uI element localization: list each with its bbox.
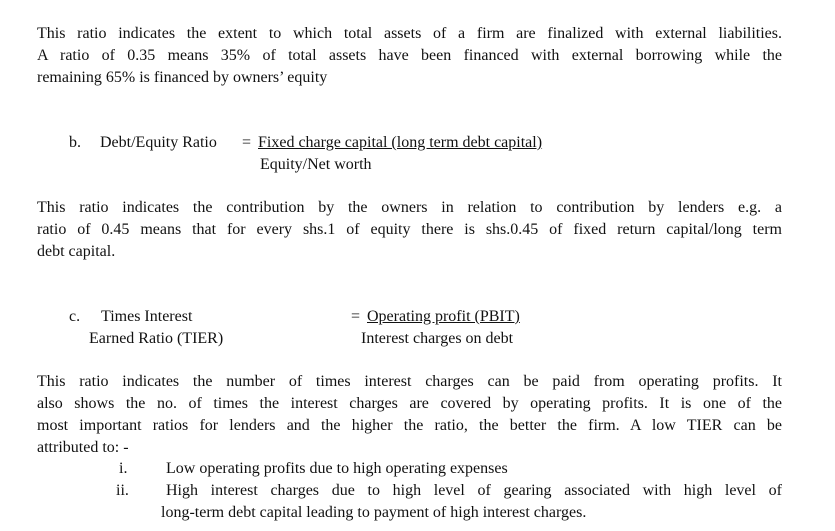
paragraph-tier-explanation <box>37 371 782 459</box>
formula-label: Debt/Equity Ratio <box>100 134 217 151</box>
list-item-text: Low operating profits due to high operating expenses <box>166 460 508 477</box>
text-line: This ratio indicates the contribution by the owners in relation to contribution by lenders e.g. a <box>37 199 782 216</box>
text-line: attributed to: - <box>37 439 129 456</box>
formula-denominator: Interest charges on debt <box>361 330 514 347</box>
equals-sign: = <box>242 134 252 151</box>
text-line: This ratio indicates the number of times interest charges can be paid from operating profits. It <box>37 373 782 390</box>
formula-numerator: Operating profit (PBIT) <box>367 308 520 325</box>
formula-label-line2: Earned Ratio (TIER) <box>89 330 224 347</box>
list-marker: c. <box>69 308 81 325</box>
paragraph-debt-equity-explanation <box>37 197 782 263</box>
text-line: remaining 65% is financed by owners’ equity <box>37 69 328 86</box>
list-numeral: i. <box>119 460 128 477</box>
list-numeral: ii. <box>116 482 129 499</box>
list-marker: b. <box>69 134 81 151</box>
equals-sign: = <box>351 308 361 325</box>
formula-label-line1: Times Interest <box>101 308 193 325</box>
formula-denominator: Equity/Net worth <box>260 156 372 173</box>
text-line: most important ratios for lenders and the higher the ratio, the better the firm. A low TIER can be <box>37 417 782 434</box>
text-line: ratio of 0.45 means that for every shs.1 of equity there is shs.0.45 of fixed return capital/long term <box>37 221 782 238</box>
formula-numerator: Fixed charge capital (long term debt capital) <box>258 134 543 151</box>
text-line: This ratio indicates the extent to which total assets of a firm are finalized with external liabilities. <box>37 25 782 42</box>
paragraph-debt-ratio-explanation <box>37 23 782 89</box>
text-line: also shows the no. of times the interest charges are covered by operating profits. It is one of the <box>37 395 782 412</box>
text-line: debt capital. <box>37 243 116 260</box>
text-line: A ratio of 0.35 means 35% of total assets have been financed with external borrowing while the <box>37 47 782 64</box>
list-item-text: long-term debt capital leading to payment of high interest charges. <box>161 504 587 521</box>
list-item-text: High interest charges due to high level of gearing associated with high level of <box>166 482 782 499</box>
